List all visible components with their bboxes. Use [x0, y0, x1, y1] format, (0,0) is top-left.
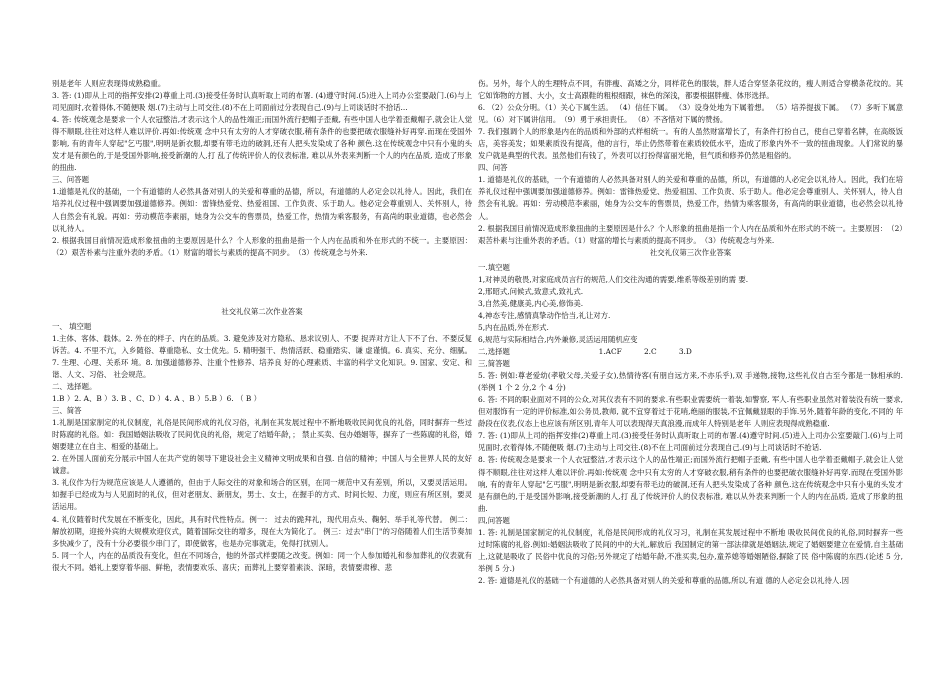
- paragraph: 8. 答: 传统观念是要求一个人衣冠整洁,才表示这个人的品性端正;而国外流行把帽子歪戴, 有些中国人也学着歪戴帽子,就会让人觉得不顺眼,往往对这样人难以评价.再如:传统观 念中只有太穷的人才穿破衣服,稍有条件的也要把破衣服缝补好再穿.而现在受国外影响, 有的青年人穿起"乞丐服",明明是新衣服,却要有带毛边的破洞,还有人把头发染成了各种 颜色.这在传统观念中只有小鬼的头发才是有颜色的,于是受国外影响,接受新潮的人,打 乱了传统评价人的仪表标准, 难以从外表来判断一个人的内在品质, 造成了形象的扭曲.: [478, 455, 903, 513]
- paragraph: 5. 同一个人，内在的品质没有变化，但在不同场合，他的外部式样要随之改变。例如：同一个人参加婚礼和参加葬礼的仪表就有很大不同。婚礼上要穿着华丽、鲜艳，表情要欢乐、喜庆；而葬礼上要穿着素淡、深暗，表情要肃穆、悲: [52, 550, 472, 572]
- paragraph: 1.礼制是国家制定的礼仪制度，礼俗是民间形成的礼仪习俗，礼制在其发展过程中不断地吸收民间优良的礼俗，同时摒弃一些过时陈腐的礼俗。如：我国婚姻法吸收了民间优良的礼俗，规定了结婚年龄，； 禁止买卖、包办婚姻等，摒弃了一些陈腐的礼俗，婚姻要建立在自主、相爱的基础上。: [52, 418, 472, 452]
- paragraph: 1.道德是礼仪的基础，一个有道德的人必然具备对别人的关爱和尊重的品德，所以，有道德的人必定会以礼待人。因此，我们在培养礼仪过程中强调要加强道德修养。例如：雷锋热爱党、热爱祖国、工作负责、乐于助人。他必定会尊重别人、关怀别人，待人自然会有礼貌。再如：劳动模范李素丽，她身为公交车的售票员，热爱工作，热情为乘客服务，有高尚的职业道德，也必然会以礼待人。: [52, 187, 472, 233]
- paragraph: 2. 答: 道德是礼仪的基础一个有道德的人必然具备对别人的关爱和尊重的品德,所以,有道 德的人必定会以礼待人.因: [478, 575, 850, 585]
- paragraph: 2. 在外国人面前充分展示中国人在共产党的领导下建设社会主义精神文明成果和自强. 自信的精神；中国人与全世界人民的友好诚意。: [52, 454, 472, 476]
- paragraph: 1.B ）2. A、B ）3. B 、C、D ）4. A 、B ）5.B ）6. （ B ）: [52, 394, 261, 404]
- paragraph: 1,对神灵的敬畏,对家庭成员言行的规范,人们交往沟通的需要,维系等级差别的需 要.: [478, 274, 749, 284]
- paragraph: 4. 答: 传统观念是要求一个人衣冠整洁,才表示这个人的品性端正;而国外流行把帽子歪戴, 有些中国人也学着歪戴帽子,就会让人觉得不顺眼,往往对这样人难以评价.再如:传统观 念中只有太穷的人才穿破衣服,稍有条件的也要把破衣服缝补好再穿.而现在受国外影响, 有的青年人穿起"乞丐服",明明是新衣服,却要有带毛边的破洞,还有人把头发染成了各种 颜色.这在传统观念中只有小鬼的头发才是有颜色的,于是受国外影响,接受新潮的人,打 乱了传统评价人的仪表标准, 难以从外表来判断一个人的内在品质, 造成了形象的扭曲.: [52, 115, 472, 173]
- section-title: 社交礼仪第二次作业答案: [221, 306, 303, 316]
- paragraph: 4,神态专注,感情真挚动作恰当,礼让对方.: [478, 310, 611, 320]
- paragraph: 2,邢昭式,问候式,致意式,致礼式.: [478, 286, 584, 296]
- paragraph: 5,内在品质,外在形式.: [478, 322, 549, 332]
- paragraph: 三、问答题: [52, 175, 89, 185]
- paragraph: 2. 根据我国目前情况造成形象扭曲的主要原因是什么？个人形象的扭曲是指一个人内在品质和外在形式的不统一。主要原因： （2）艰苦朴素与注重外表的矛盾。（1）财富的增长与素质的提高不同步。 （3）传统观念与外来.: [478, 223, 903, 245]
- paragraph: 7. 我们强调个人的形象是内在的品质和外部的式样相统一。有的人虽然财富增长了，有条件打扮自己，使自己穿着名牌，在高级饭店，美容美发；如果素质没有提高，他的言行，举止仍然带着在素质较低水平，造成了形象内外不一致的扭曲现象。人们常说的暴发户就是典型的代表。虽然他们有钱了，外表可以打扮得富丽光艳，但气质和修养仍然是粗俗的。: [478, 127, 903, 161]
- paragraph: 5. 答: 例如:尊老爱幼(孝敬父母,关爱子女),热情待客(有朋自远方来,不亦乐乎),双 手递物,接物,这些礼仪自古至今都是一脉相承的.(举例 1 个 2 分,2 个 4 分): [478, 371, 903, 393]
- section-gap: [52, 259, 472, 306]
- paragraph: 一、 填空题: [52, 321, 92, 331]
- paragraph: 3,自然美,健康美,内心美,修饰美.: [478, 298, 584, 308]
- paragraph: 一.填空题: [478, 262, 510, 272]
- paragraph: 4. 礼仪随着时代发展在不断变化，因此，具有时代性特点。例一： 过去的跪拜礼，现代用点头、鞠躬、举手礼等代替。 例二：解放初期，迎接外宾的大规模欢迎仪式，随着国际交往的增多，现在大为简化了。 例三：过去"串门"的习俗随着人们生活节奏加多快减少了，没有十分必要很少串门了，即使做客，也是办完事就走，免得打扰别人。: [52, 514, 472, 548]
- paragraph: 1.主体、客体、载体。2. 外在的样子、内在的品质。3. 避免涉及对方隐私、恳求议别人、不要 捉弄对方让人下不了台、不要反复诉苦。4. 不里不亢，入乡随俗、尊重隐私、女士优先。5. 精明强干、热情活跃、稳重踏实、谦 虚谨慎。6. 真实、充分、细腻。7. 生理、心理、关系环 境。8. 加强道德修养、注重个性修养、培养良 好的心理素质、丰富的科学文化知识。9. 国家、安定、和谐、人文、习俗、 社会规范。: [52, 333, 472, 379]
- paragraph: 伤。另外，每个人的生理特点不同，有胖瘦、高矮之分，同样花色的服装，胖人适合穿竖条花纹的，瘦人则适合穿横条花纹的。其它如饰物的方圆、大小，女士高跟鞋的粗根细跟，袜色的深浅，都要根据胖瘦、体形选择。: [478, 79, 903, 101]
- paragraph: 6. 答: 不同的职业面对不同的公众,对其仪表有不同的要求.有些职业需要统一着装,如警察, 军人.有些职业虽然对着装没有统一要求,但对服饰有一定的评价标准,如公务员,教师, 就不宜穿着过于花哨,绝丽的服装,不宜佩戴显眼的手饰.另外,随着年龄的变化,不同的 年龄段在仪表,仪态上也应该有所区别,青年人可以表现得天真浪漫,而成年人特别是老年 人则应表现得成熟稳重.: [478, 395, 903, 429]
- paragraph: 6,规范与实际相结合,内外兼修,灵活运用随机应变: [478, 334, 638, 344]
- paragraph: 3. 礼仪作为行为规范应该是人人遵循的，但由于人际交往的对象和场合的区别，在同一规范中又有差别，所以，又要灵活运用。如握手已经成为与人见面时的礼仪，但对老朋友、新朋友，男士、女士，在握手的方式、时间长短、力度，则应有所区别，要灵活运用。: [52, 478, 472, 512]
- paragraph: 三,简答题: [478, 359, 510, 369]
- section-title: 社交礼仪第三次作业答案: [649, 247, 732, 257]
- paragraph: 二、选择题。: [52, 381, 97, 391]
- paragraph: 1. 道德是礼仪的基础，一个有道德的人必然具备对别人的关爱和尊重的品德，所以，有道德的人必定会以礼待人。因此，我们在培养礼仪过程中强调要加强道德修养。例如：雷锋热爱党、热爱祖国、工作负责、乐于助人。他必定会尊重别人、关怀别人，待人自然会有礼貌。再如：劳动模范李素丽，她身为公交车的售票员，热爱工作，热情为乘客服务，有高尚的职业道德，也必然会以礼待人。: [478, 175, 903, 221]
- paragraph: 1. 答: 礼制是国家制定的礼仪制度，礼俗是民间形成的礼仪习习，礼制在其发展过程中不断地 吸收民间优良的礼俗,同时摒弃一些过时陈腐的礼俗.例如:婚姻法吸收了民间的中的大礼,解放后 我国制定的第一部法律就是婚姻法,规定了婚姻要建立在爱情,自主基础上,这就是吸收了 民俗中优良的习俗;另外规定了结婚年龄,不准买卖,包办,童养媳等婚姻陋俗,摒除了民 俗中陈腐的东西.(论述 5 分,举例 5 分.): [478, 527, 903, 573]
- right-column: [478, 78, 903, 587]
- paragraph: 6. （2）公众分明。（1）关心下属生活。 （4）信任下属。 （3）设身处地为下属着想。 （5）培养提拔下属。 （7）多听下属意见。（6）对下属讲信用。 （9）勇于承担责任。 （8）不吝惜对下属的赞扬。: [478, 103, 903, 125]
- paragraph: 三、简答: [52, 406, 82, 416]
- paragraph: 7. 答: (1)即从上司的指挥安排(2)尊重上司.(3)接受任务时认真听取上司的布署.(4)遵守时间.(5)进入上司办公室要敲门.(6)与上司见面时,衣着得体,不随便吸 烟.(7)主动与上司交往.(8)不在上司面前过分表现自己.(9)与上司谈话时不抢话.: [478, 431, 903, 453]
- paragraph: 3. 答: (1)即从上司的指挥安排(2)尊重上司.(3)接受任务时认真听取上司的布署. (4)遵守时间.(5)进入上司办公室要敲门.(6)与上司见面时,衣着得体,不随便吸 烟.(7)主动与上司交往.(8)不在上司面前过分表现自己.(9)与上司谈话时不拾话...: [52, 91, 472, 113]
- left-column: [52, 78, 472, 574]
- paragraph: 二,选择题 1.ACF 2.C 3.D: [478, 347, 692, 357]
- paragraph: 2. 根据我国目前情况造成形象扭曲的主要原因是什么？个人形象的扭曲是指一个人内在品质和外在形式的不统一。主要原因：（2）艰苦朴素与注重外表的矛盾。（1）财富的增长与素质的提高不同步。 （3）传统观念与外来.: [52, 235, 472, 257]
- paragraph: 别是老年 人则应表现得成熟稳重。: [52, 79, 166, 88]
- paragraph: 四、问答: [478, 163, 508, 173]
- paragraph: 四,问答题: [478, 515, 510, 525]
